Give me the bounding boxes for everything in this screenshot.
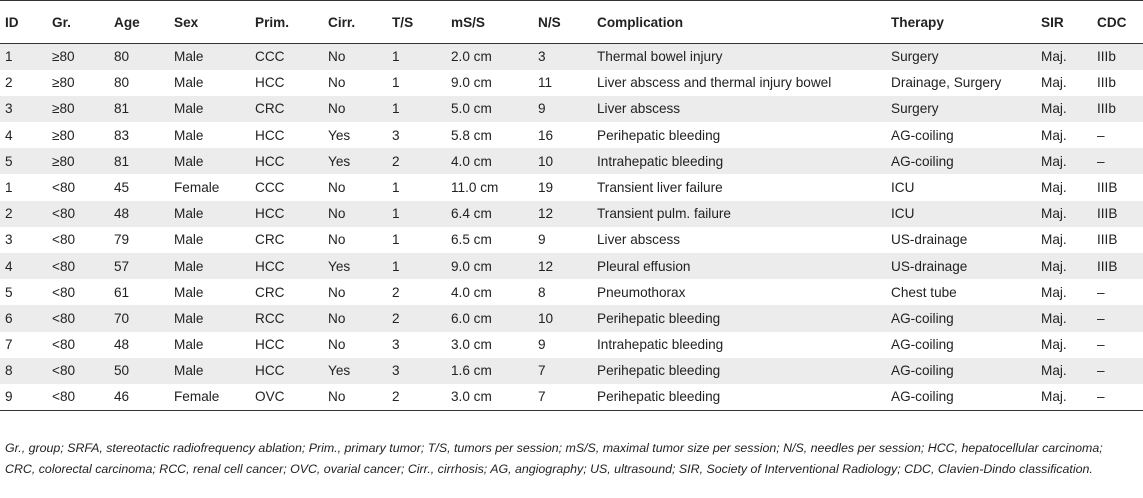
cell-sex: Male (174, 75, 204, 91)
cell-needles-per-session: 10 (538, 153, 554, 169)
table-footnote: Gr., group; SRFA, stereotactic radiofrequency ablation; Prim., primary tumor; T/S, tumors per session; mS/S, maximal tumor size per session; N/S, needles per session; HCC, hepatocellular carcinoma; CRC, colorectal carcinoma; RCC, renal cell cancer; OVC, ovarial cancer; Cirr., cirrhosis; AG, angiography; US, ultrasound; SIR, Society of Interventional Radiology; CDC, Clavien-Dindo classification. (5, 441, 1103, 476)
cell-id: 4 (5, 258, 13, 274)
cell-complication: Intrahepatic bleeding (597, 153, 724, 169)
header-cdc: CDC (1092, 1, 1143, 44)
cell-cirrhosis: No (328, 49, 346, 65)
cell-complication: Transient pulm. failure (597, 206, 731, 222)
cell-tumors-per-session: 2 (392, 153, 400, 169)
cell-id: 2 (5, 206, 13, 222)
cell-id: 5 (5, 284, 13, 300)
table-row (0, 122, 1143, 148)
cell-cdc: – (1097, 310, 1105, 326)
cell-age: 80 (114, 75, 130, 91)
cell-cdc: IIIB (1097, 206, 1118, 222)
cell-age: 50 (114, 363, 130, 379)
header-max-size: mS/S (446, 1, 533, 44)
cell-sir: Maj. (1041, 363, 1067, 379)
cell-sex: Male (174, 101, 204, 117)
cell-sir: Maj. (1041, 337, 1067, 353)
table-row (0, 174, 1143, 200)
cell-cirrhosis: No (328, 101, 346, 117)
cell-primary: CRC (255, 232, 285, 248)
cell-sir: Maj. (1041, 180, 1067, 196)
cell-cdc: – (1097, 284, 1105, 300)
cell-complication: Perihepatic bleeding (592, 384, 886, 410)
cell-sir: Maj. (1036, 384, 1092, 410)
cell-id: 1 (5, 180, 13, 196)
cell-needles-per-session: 7 (538, 363, 546, 379)
cell-complication: Perihepatic bleeding (597, 127, 721, 143)
cell-therapy: US-drainage (891, 232, 968, 248)
cell-sir: Maj. (1041, 232, 1067, 248)
cell-needles-per-session: 9 (538, 232, 546, 248)
cell-primary: HCC (255, 363, 285, 379)
cell-age: 79 (114, 232, 130, 248)
cell-primary: OVC (250, 384, 323, 410)
cell-cirrhosis: No (328, 310, 346, 326)
cell-sir: Maj. (1041, 75, 1067, 91)
cell-needles-per-session: 11 (538, 75, 553, 91)
cell-cdc: – (1092, 384, 1143, 410)
header-needles-per-session: N/S (533, 1, 592, 44)
cell-max-size: 3.0 cm (451, 337, 492, 353)
cell-tumors-per-session: 1 (392, 75, 400, 91)
table-row (0, 227, 1143, 253)
cell-id: 6 (5, 310, 13, 326)
cell-cdc: IIIb (1097, 49, 1116, 65)
cell-max-size: 11.0 cm (451, 180, 499, 196)
cell-therapy: Drainage, Surgery (891, 75, 1002, 91)
cell-tumors-per-session: 3 (392, 127, 400, 143)
cell-group: <80 (52, 284, 76, 300)
header-cirrhosis: Cirr. (323, 1, 387, 44)
cell-needles-per-session: 9 (538, 337, 546, 353)
cell-max-size: 4.0 cm (451, 153, 492, 169)
cell-cdc: IIIB (1097, 180, 1118, 196)
cell-complication: Perihepatic bleeding (597, 363, 721, 379)
cell-id: 7 (5, 337, 13, 353)
cell-sex: Male (174, 153, 204, 169)
cell-cirrhosis: Yes (328, 127, 351, 143)
cell-sex: Male (174, 284, 204, 300)
cell-primary: CCC (255, 49, 285, 65)
cell-max-size: 6.5 cm (451, 232, 492, 248)
table-row (0, 384, 1143, 410)
cell-group: ≥80 (52, 153, 75, 169)
cell-tumors-per-session: 1 (392, 49, 400, 65)
cell-complication: Perihepatic bleeding (597, 310, 721, 326)
cell-sex: Female (174, 180, 220, 196)
cell-max-size: 1.6 cm (451, 363, 492, 379)
cell-therapy: AG-coiling (891, 127, 954, 143)
table-row (0, 305, 1143, 331)
cell-tumors-per-session: 1 (392, 258, 400, 274)
cell-cirrhosis: Yes (328, 258, 351, 274)
cell-id: 5 (5, 153, 13, 169)
cell-max-size: 2.0 cm (451, 49, 492, 65)
cell-tumors-per-session: 2 (392, 310, 400, 326)
cell-therapy: US-drainage (891, 258, 968, 274)
header-therapy: Therapy (886, 1, 1036, 44)
cell-group: ≥80 (52, 49, 75, 65)
cell-age: 61 (114, 284, 130, 300)
cell-age: 70 (114, 310, 130, 326)
cell-needles-per-session: 16 (538, 127, 554, 143)
cell-id: 4 (5, 127, 13, 143)
cell-age: 48 (114, 337, 130, 353)
cell-complication: Liver abscess and thermal injury bowel (597, 75, 832, 91)
cell-tumors-per-session: 1 (392, 180, 400, 196)
cell-cdc: IIIb (1097, 75, 1116, 91)
cell-age: 80 (114, 49, 130, 65)
cell-max-size: 6.4 cm (451, 206, 492, 222)
cell-cdc: IIIb (1097, 101, 1116, 117)
cell-primary: CRC (255, 101, 285, 117)
cell-primary: HCC (255, 258, 285, 274)
cell-needles-per-session: 10 (538, 310, 554, 326)
cell-cirrhosis: No (328, 337, 346, 353)
cell-therapy: ICU (891, 206, 915, 222)
cell-primary: CCC (255, 180, 285, 196)
cell-max-size: 5.0 cm (451, 101, 492, 117)
cell-primary: HCC (255, 75, 285, 91)
cell-primary: HCC (255, 127, 285, 143)
cell-sir: Maj. (1041, 284, 1067, 300)
cell-max-size: 9.0 cm (451, 75, 492, 91)
table-header (0, 1, 1143, 44)
cell-cirrhosis: Yes (328, 153, 351, 169)
cell-cdc: – (1097, 363, 1105, 379)
table-row (0, 148, 1143, 174)
cell-needles-per-session: 8 (538, 284, 546, 300)
cell-primary: HCC (255, 337, 285, 353)
table-row (0, 201, 1143, 227)
cell-group: <80 (52, 363, 76, 379)
cell-max-size: 6.0 cm (451, 310, 492, 326)
cell-complication: Thermal bowel injury (597, 49, 723, 65)
cell-sex: Male (174, 206, 204, 222)
cell-cirrhosis: No (328, 180, 346, 196)
cell-sir: Maj. (1041, 206, 1067, 222)
cell-sir: Maj. (1041, 101, 1067, 117)
cell-complication: Liver abscess (597, 232, 681, 248)
cell-sex: Male (174, 363, 204, 379)
cell-needles-per-session: 9 (538, 101, 546, 117)
cell-primary: HCC (255, 206, 285, 222)
cell-needles-per-session: 3 (538, 49, 546, 65)
cell-id: 1 (5, 49, 13, 65)
cell-max-size: 4.0 cm (451, 284, 492, 300)
header-sir: SIR (1036, 1, 1092, 44)
cell-tumors-per-session: 1 (392, 232, 400, 248)
cell-tumors-per-session: 1 (392, 206, 400, 222)
cell-max-size: 3.0 cm (446, 384, 533, 410)
table-row (0, 44, 1143, 70)
cell-therapy: Chest tube (891, 284, 957, 300)
header-group: Gr. (47, 1, 109, 44)
cell-cdc: – (1097, 127, 1105, 143)
cell-age: 57 (114, 258, 130, 274)
header-sex: Sex (169, 1, 250, 44)
cell-cirrhosis: No (328, 232, 346, 248)
cell-sir: Maj. (1041, 153, 1067, 169)
cell-complication: Liver abscess (597, 101, 681, 117)
cell-sex: Male (174, 49, 204, 65)
cell-id: 3 (5, 232, 13, 248)
cell-sex: Male (174, 258, 204, 274)
cell-id: 2 (5, 75, 13, 91)
cell-therapy: Surgery (891, 49, 939, 65)
cell-tumors-per-session: 1 (392, 101, 400, 117)
cell-sex: Male (174, 310, 204, 326)
cell-needles-per-session: 19 (538, 180, 554, 196)
header-primary: Prim. (250, 1, 323, 44)
cell-cdc: IIIB (1097, 258, 1118, 274)
table-row (0, 96, 1143, 122)
cell-cirrhosis: No (323, 384, 387, 410)
table-row (0, 332, 1143, 358)
header-age: Age (109, 1, 169, 44)
cell-cdc: IIIB (1097, 232, 1118, 248)
cell-group: <80 (52, 258, 76, 274)
cell-group: <80 (52, 310, 76, 326)
cell-max-size: 9.0 cm (451, 258, 492, 274)
cell-therapy: AG-coiling (891, 337, 954, 353)
cell-cirrhosis: No (328, 206, 346, 222)
cell-cdc: – (1097, 337, 1105, 353)
header-tumors-per-session: T/S (387, 1, 446, 44)
cell-group: ≥80 (52, 101, 75, 117)
cell-group: <80 (52, 180, 76, 196)
cell-cirrhosis: No (328, 75, 346, 91)
cell-tumors-per-session: 3 (392, 363, 400, 379)
cell-sex: Male (174, 232, 204, 248)
cell-age: 48 (114, 206, 130, 222)
cell-therapy: Surgery (891, 101, 939, 117)
cell-complication: Pneumothorax (597, 284, 686, 300)
cell-sir: Maj. (1041, 258, 1067, 274)
cell-id: 3 (5, 101, 13, 117)
table-row (0, 253, 1143, 279)
cell-needles-per-session: 12 (538, 206, 554, 222)
cell-complication: Transient liver failure (597, 180, 723, 196)
cell-cdc: – (1097, 153, 1105, 169)
cell-age: 45 (114, 180, 130, 196)
cell-group: <80 (52, 232, 76, 248)
cell-needles-per-session: 7 (533, 384, 592, 410)
cell-group: <80 (47, 384, 109, 410)
cell-sir: Maj. (1041, 310, 1067, 326)
cell-group: <80 (52, 206, 76, 222)
cell-cirrhosis: Yes (328, 363, 351, 379)
header-row (0, 1, 1143, 44)
cell-needles-per-session: 12 (538, 258, 554, 274)
header-complication: Complication (592, 1, 886, 44)
cell-sex: Male (174, 337, 204, 353)
cell-sir: Maj. (1041, 127, 1067, 143)
cell-therapy: AG-coiling (891, 363, 954, 379)
cell-group: ≥80 (52, 75, 75, 91)
table-row (0, 358, 1143, 384)
cell-group: <80 (52, 337, 76, 353)
cell-age: 81 (114, 153, 130, 169)
cell-therapy: AG-coiling (891, 310, 954, 326)
cell-primary: CRC (255, 284, 285, 300)
cell-sex: Female (169, 384, 250, 410)
header-id: ID (0, 1, 47, 44)
cell-age: 83 (114, 127, 130, 143)
cell-max-size: 5.8 cm (451, 127, 492, 143)
cell-primary: RCC (255, 310, 285, 326)
table-row (0, 70, 1143, 96)
table-row (0, 279, 1143, 305)
cell-therapy: AG-coiling (891, 153, 954, 169)
cell-cirrhosis: No (328, 284, 346, 300)
cell-tumors-per-session: 3 (392, 337, 400, 353)
cell-complication: Intrahepatic bleeding (597, 337, 724, 353)
cell-id: 9 (0, 384, 47, 410)
cell-sir: Maj. (1041, 49, 1067, 65)
cell-therapy: ICU (891, 180, 915, 196)
cell-complication: Pleural effusion (597, 258, 691, 274)
cell-sex: Male (174, 127, 204, 143)
cell-primary: HCC (255, 153, 285, 169)
cell-group: ≥80 (52, 127, 75, 143)
cell-therapy: AG-coiling (886, 384, 1036, 410)
cell-age: 81 (114, 101, 130, 117)
cell-id: 8 (5, 363, 13, 379)
cell-tumors-per-session: 2 (387, 384, 446, 410)
table-body (0, 44, 1143, 411)
cell-age: 46 (109, 384, 169, 410)
cell-tumors-per-session: 2 (392, 284, 400, 300)
